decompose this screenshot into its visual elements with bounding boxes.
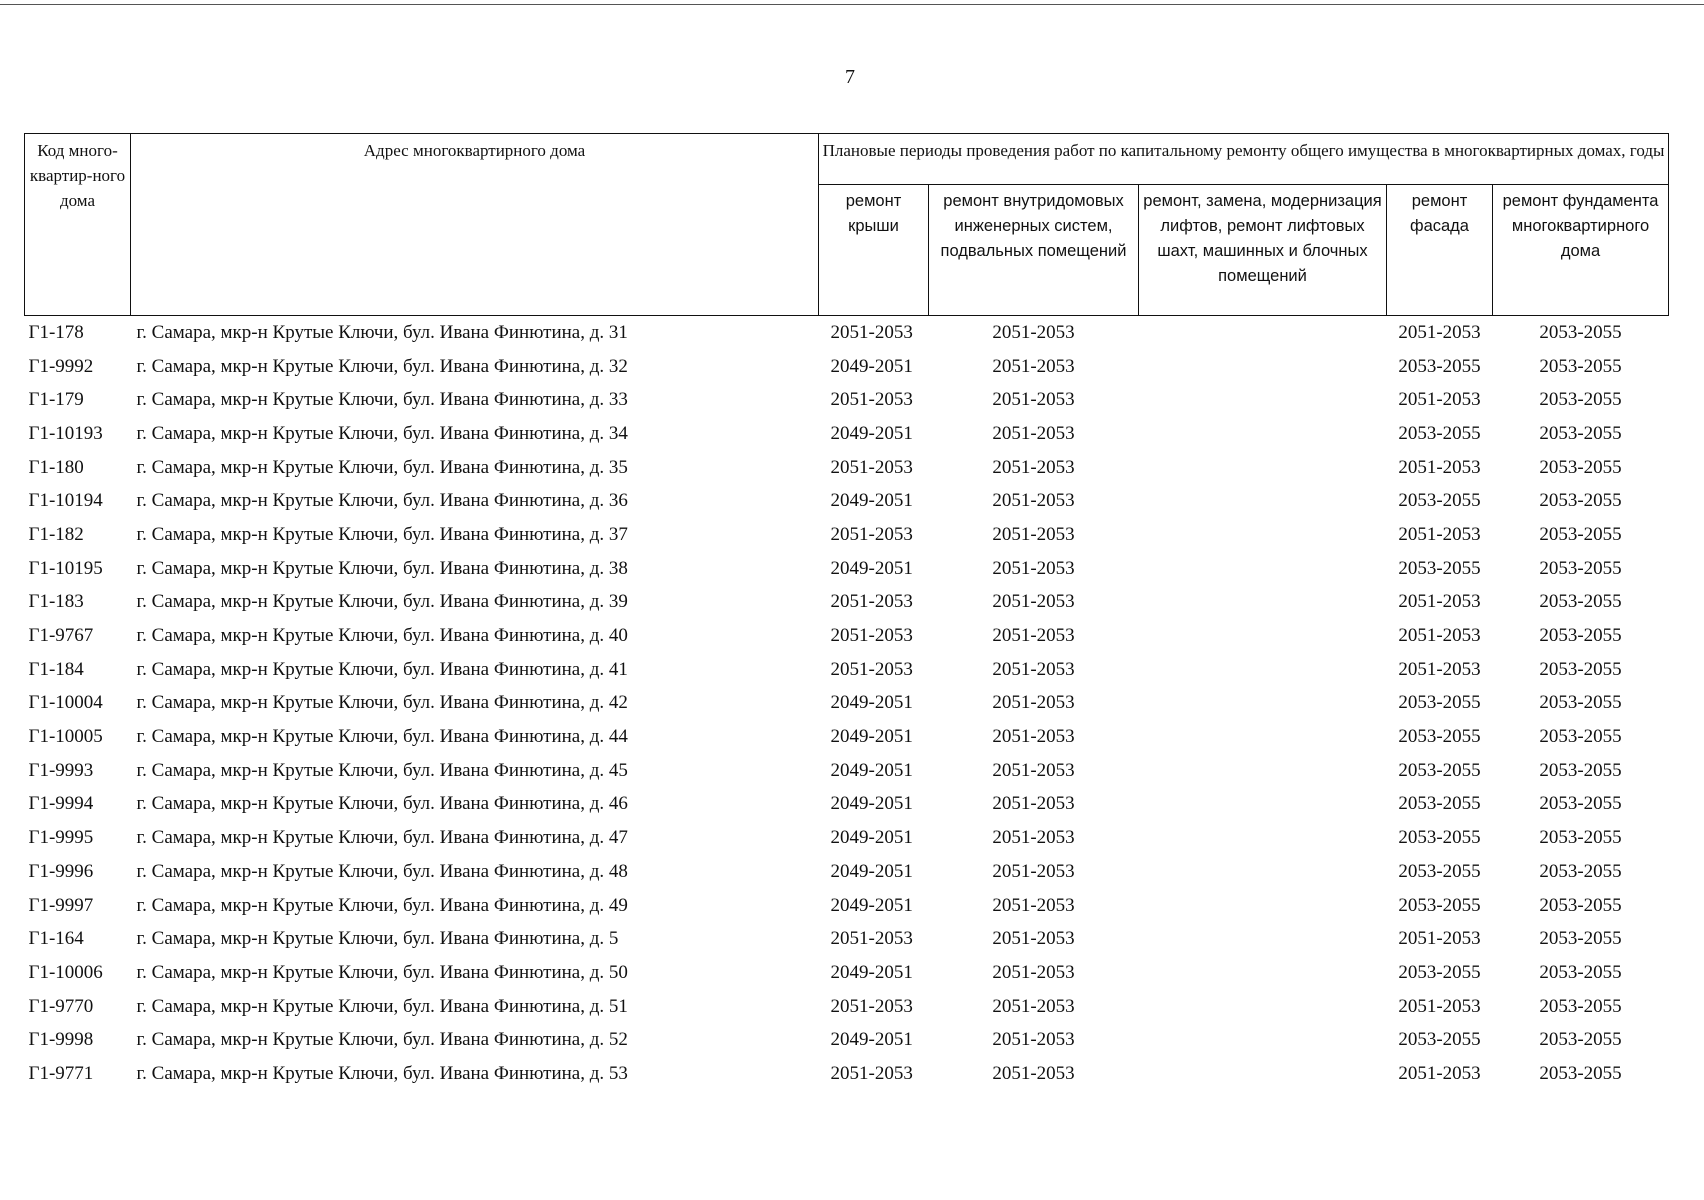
cell-facade: 2051-2053: [1398, 591, 1481, 613]
cell-roof: 2049-2051: [830, 692, 913, 714]
cell-code: Г1-10193: [28, 422, 103, 444]
cell-systems: 2051-2053: [992, 591, 1075, 613]
cell-foundation: 2053-2055: [1539, 793, 1622, 815]
cell-code: Г1-178: [28, 321, 84, 343]
cell-foundation: 2053-2055: [1539, 894, 1622, 916]
cell-elevators: [1139, 788, 1387, 822]
cell-systems: 2051-2053: [992, 759, 1075, 781]
cell-roof: 2049-2051: [830, 355, 913, 377]
cell-elevators: [1139, 383, 1387, 417]
cell-address: г. Самара, мкр-н Крутые Ключи, бул. Ивана Финютина, д. 47: [136, 827, 628, 849]
cell-foundation: 2053-2055: [1539, 456, 1622, 478]
cell-address: г. Самара, мкр-н Крутые Ключи, бул. Ивана Финютина, д. 51: [136, 995, 628, 1017]
table-row: [25, 316, 1669, 350]
cell-roof: 2049-2051: [830, 1029, 913, 1051]
header-foundation: ремонт фундамента многоквартирного дома: [1493, 185, 1669, 316]
cell-foundation: 2053-2055: [1539, 928, 1622, 950]
cell-address: г. Самара, мкр-н Крутые Ключи, бул. Ивана Финютина, д. 5: [136, 928, 619, 950]
cell-systems: 2051-2053: [992, 793, 1075, 815]
header-code: Код много-квартир-ного дома: [25, 134, 131, 316]
cell-roof: 2049-2051: [830, 793, 913, 815]
table-row: [25, 720, 1669, 754]
cell-facade: 2051-2053: [1398, 523, 1481, 545]
cell-foundation: 2053-2055: [1539, 557, 1622, 579]
cell-code: Г1-182: [28, 523, 84, 545]
cell-foundation: 2053-2055: [1539, 860, 1622, 882]
cell-address: г. Самара, мкр-н Крутые Ключи, бул. Ивана Финютина, д. 45: [136, 759, 628, 781]
cell-facade: 2051-2053: [1398, 928, 1481, 950]
cell-facade: 2051-2053: [1398, 995, 1481, 1017]
table-row: [25, 821, 1669, 855]
cell-foundation: 2053-2055: [1539, 591, 1622, 613]
cell-facade: 2051-2053: [1398, 625, 1481, 647]
cell-elevators: [1139, 956, 1387, 990]
cell-address: г. Самара, мкр-н Крутые Ключи, бул. Ивана Финютина, д. 34: [136, 422, 628, 444]
cell-facade: 2051-2053: [1398, 658, 1481, 680]
cell-foundation: 2053-2055: [1539, 422, 1622, 444]
cell-facade: 2051-2053: [1398, 1062, 1481, 1084]
cell-elevators: [1139, 552, 1387, 586]
cell-roof: 2049-2051: [830, 860, 913, 882]
cell-code: Г1-179: [28, 389, 84, 411]
header-elevators: ремонт, замена, модернизация лифтов, ремонт лифтовых шахт, машинных и блочных помещений: [1139, 185, 1387, 316]
cell-code: Г1-9994: [28, 793, 94, 815]
table-row: [25, 687, 1669, 721]
header-systems: ремонт внутридомовых инженерных систем, подвальных помещений: [929, 185, 1139, 316]
cell-roof: 2049-2051: [830, 422, 913, 444]
cell-roof: 2051-2053: [830, 1062, 913, 1084]
cell-foundation: 2053-2055: [1539, 726, 1622, 748]
cell-elevators: [1139, 316, 1387, 350]
cell-systems: 2051-2053: [992, 355, 1075, 377]
cell-code: Г1-9993: [28, 759, 94, 781]
cell-elevators: [1139, 1057, 1387, 1091]
table-row: [25, 754, 1669, 788]
cell-foundation: 2053-2055: [1539, 321, 1622, 343]
cell-foundation: 2053-2055: [1539, 1029, 1622, 1051]
table-row: [25, 383, 1669, 417]
cell-code: Г1-10005: [28, 726, 103, 748]
cell-roof: 2049-2051: [830, 557, 913, 579]
cell-systems: 2051-2053: [992, 1029, 1075, 1051]
cell-roof: 2051-2053: [830, 625, 913, 647]
cell-systems: 2051-2053: [992, 523, 1075, 545]
cell-elevators: [1139, 518, 1387, 552]
cell-address: г. Самара, мкр-н Крутые Ключи, бул. Ивана Финютина, д. 33: [136, 389, 628, 411]
cell-roof: 2051-2053: [830, 456, 913, 478]
table-row: [25, 956, 1669, 990]
cell-foundation: 2053-2055: [1539, 827, 1622, 849]
cell-facade: 2053-2055: [1398, 827, 1481, 849]
cell-foundation: 2053-2055: [1539, 995, 1622, 1017]
cell-code: Г1-9995: [28, 827, 94, 849]
cell-code: Г1-10006: [28, 961, 103, 983]
cell-address: г. Самара, мкр-н Крутые Ключи, бул. Ивана Финютина, д. 35: [136, 456, 628, 478]
cell-facade: 2053-2055: [1398, 726, 1481, 748]
cell-code: Г1-9771: [28, 1062, 94, 1084]
cell-elevators: [1139, 754, 1387, 788]
table-row: [25, 1057, 1669, 1091]
cell-roof: 2051-2053: [830, 995, 913, 1017]
table-row: [25, 922, 1669, 956]
cell-elevators: [1139, 484, 1387, 518]
cell-address: г. Самара, мкр-н Крутые Ключи, бул. Ивана Финютина, д. 53: [136, 1062, 628, 1084]
cell-systems: 2051-2053: [992, 726, 1075, 748]
capital-repair-table: [24, 133, 1669, 1091]
cell-facade: 2053-2055: [1398, 860, 1481, 882]
cell-roof: 2051-2053: [830, 658, 913, 680]
cell-foundation: 2053-2055: [1539, 692, 1622, 714]
cell-foundation: 2053-2055: [1539, 523, 1622, 545]
cell-elevators: [1139, 855, 1387, 889]
cell-elevators: [1139, 687, 1387, 721]
cell-address: г. Самара, мкр-н Крутые Ключи, бул. Ивана Финютина, д. 38: [136, 557, 628, 579]
cell-elevators: [1139, 619, 1387, 653]
cell-address: г. Самара, мкр-н Крутые Ключи, бул. Ивана Финютина, д. 39: [136, 591, 628, 613]
cell-elevators: [1139, 350, 1387, 384]
cell-code: Г1-9997: [28, 894, 94, 916]
cell-foundation: 2053-2055: [1539, 759, 1622, 781]
cell-facade: 2053-2055: [1398, 490, 1481, 512]
cell-address: г. Самара, мкр-н Крутые Ключи, бул. Ивана Финютина, д. 48: [136, 860, 628, 882]
cell-facade: 2053-2055: [1398, 961, 1481, 983]
cell-systems: 2051-2053: [992, 961, 1075, 983]
cell-systems: 2051-2053: [992, 625, 1075, 647]
cell-address: г. Самара, мкр-н Крутые Ключи, бул. Ивана Финютина, д. 52: [136, 1029, 628, 1051]
cell-systems: 2051-2053: [992, 1062, 1075, 1084]
cell-systems: 2051-2053: [992, 894, 1075, 916]
cell-roof: 2049-2051: [830, 827, 913, 849]
header-roof: ремонт крыши: [819, 185, 929, 316]
page-number: 7: [845, 66, 855, 88]
cell-systems: 2051-2053: [992, 827, 1075, 849]
cell-systems: 2051-2053: [992, 321, 1075, 343]
cell-code: Г1-10194: [28, 490, 103, 512]
table-row: [25, 788, 1669, 822]
cell-foundation: 2053-2055: [1539, 389, 1622, 411]
table-row: [25, 586, 1669, 620]
header-periods: Плановые периоды проведения работ по капитальному ремонту общего имущества в многоквартирных домах, годы: [819, 134, 1669, 185]
cell-elevators: [1139, 922, 1387, 956]
cell-address: г. Самара, мкр-н Крутые Ключи, бул. Ивана Финютина, д. 37: [136, 523, 628, 545]
cell-elevators: [1139, 821, 1387, 855]
cell-elevators: [1139, 653, 1387, 687]
cell-roof: 2049-2051: [830, 759, 913, 781]
cell-code: Г1-9992: [28, 355, 94, 377]
cell-facade: 2051-2053: [1398, 456, 1481, 478]
cell-systems: 2051-2053: [992, 422, 1075, 444]
cell-code: Г1-9767: [28, 625, 94, 647]
cell-foundation: 2053-2055: [1539, 625, 1622, 647]
cell-code: Г1-10195: [28, 557, 103, 579]
cell-address: г. Самара, мкр-н Крутые Ключи, бул. Ивана Финютина, д. 44: [136, 726, 628, 748]
table-row: [25, 653, 1669, 687]
cell-systems: 2051-2053: [992, 658, 1075, 680]
table-row: [25, 552, 1669, 586]
cell-address: г. Самара, мкр-н Крутые Ключи, бул. Ивана Финютина, д. 36: [136, 490, 628, 512]
cell-systems: 2051-2053: [992, 860, 1075, 882]
cell-systems: 2051-2053: [992, 995, 1075, 1017]
cell-foundation: 2053-2055: [1539, 490, 1622, 512]
table-row: [25, 1023, 1669, 1057]
cell-roof: 2049-2051: [830, 961, 913, 983]
cell-roof: 2051-2053: [830, 321, 913, 343]
table-row: [25, 417, 1669, 451]
cell-facade: 2053-2055: [1398, 1029, 1481, 1051]
cell-address: г. Самара, мкр-н Крутые Ключи, бул. Ивана Финютина, д. 40: [136, 625, 628, 647]
cell-roof: 2049-2051: [830, 894, 913, 916]
table-row: [25, 619, 1669, 653]
cell-roof: 2051-2053: [830, 523, 913, 545]
cell-elevators: [1139, 1023, 1387, 1057]
cell-code: Г1-10004: [28, 692, 103, 714]
header-address: Адрес многоквартирного дома: [131, 134, 819, 316]
cell-facade: 2053-2055: [1398, 355, 1481, 377]
cell-systems: 2051-2053: [992, 692, 1075, 714]
cell-foundation: 2053-2055: [1539, 961, 1622, 983]
table-row: [25, 990, 1669, 1024]
table-body: [25, 316, 1669, 1091]
cell-facade: 2051-2053: [1398, 321, 1481, 343]
cell-address: г. Самара, мкр-н Крутые Ключи, бул. Ивана Финютина, д. 42: [136, 692, 628, 714]
cell-roof: 2051-2053: [830, 591, 913, 613]
cell-code: Г1-9770: [28, 995, 94, 1017]
cell-address: г. Самара, мкр-н Крутые Ключи, бул. Ивана Финютина, д. 49: [136, 894, 628, 916]
cell-code: Г1-183: [28, 591, 84, 613]
cell-elevators: [1139, 586, 1387, 620]
cell-address: г. Самара, мкр-н Крутые Ключи, бул. Ивана Финютина, д. 46: [136, 793, 628, 815]
cell-systems: 2051-2053: [992, 490, 1075, 512]
cell-roof: 2049-2051: [830, 490, 913, 512]
cell-code: Г1-164: [28, 928, 84, 950]
cell-elevators: [1139, 990, 1387, 1024]
table-row: [25, 451, 1669, 485]
cell-address: г. Самара, мкр-н Крутые Ключи, бул. Ивана Финютина, д. 32: [136, 355, 628, 377]
cell-code: Г1-9996: [28, 860, 94, 882]
cell-foundation: 2053-2055: [1539, 658, 1622, 680]
cell-foundation: 2053-2055: [1539, 1062, 1622, 1084]
cell-facade: 2053-2055: [1398, 692, 1481, 714]
cell-elevators: [1139, 889, 1387, 923]
table-row: [25, 518, 1669, 552]
cell-elevators: [1139, 417, 1387, 451]
table-header: [25, 134, 1669, 316]
cell-facade: 2053-2055: [1398, 894, 1481, 916]
cell-facade: 2051-2053: [1398, 389, 1481, 411]
cell-address: г. Самара, мкр-н Крутые Ключи, бул. Ивана Финютина, д. 50: [136, 961, 628, 983]
cell-roof: 2049-2051: [830, 726, 913, 748]
table-row: [25, 350, 1669, 384]
cell-elevators: [1139, 720, 1387, 754]
cell-facade: 2053-2055: [1398, 759, 1481, 781]
cell-code: Г1-9998: [28, 1029, 94, 1051]
cell-address: г. Самара, мкр-н Крутые Ключи, бул. Ивана Финютина, д. 41: [136, 658, 628, 680]
cell-foundation: 2053-2055: [1539, 355, 1622, 377]
cell-address: г. Самара, мкр-н Крутые Ключи, бул. Ивана Финютина, д. 31: [136, 321, 628, 343]
cell-elevators: [1139, 451, 1387, 485]
cell-systems: 2051-2053: [992, 928, 1075, 950]
top-rule: [0, 4, 1704, 5]
table-row: [25, 889, 1669, 923]
cell-systems: 2051-2053: [992, 557, 1075, 579]
header-row-1: [25, 134, 1669, 185]
cell-code: Г1-180: [28, 456, 84, 478]
cell-facade: 2053-2055: [1398, 557, 1481, 579]
table-row: [25, 855, 1669, 889]
table-row: [25, 484, 1669, 518]
cell-systems: 2051-2053: [992, 456, 1075, 478]
cell-roof: 2051-2053: [830, 928, 913, 950]
cell-roof: 2051-2053: [830, 389, 913, 411]
cell-systems: 2051-2053: [992, 389, 1075, 411]
cell-facade: 2053-2055: [1398, 793, 1481, 815]
cell-code: Г1-184: [28, 658, 84, 680]
cell-facade: 2053-2055: [1398, 422, 1481, 444]
header-facade: ремонт фасада: [1387, 185, 1493, 316]
